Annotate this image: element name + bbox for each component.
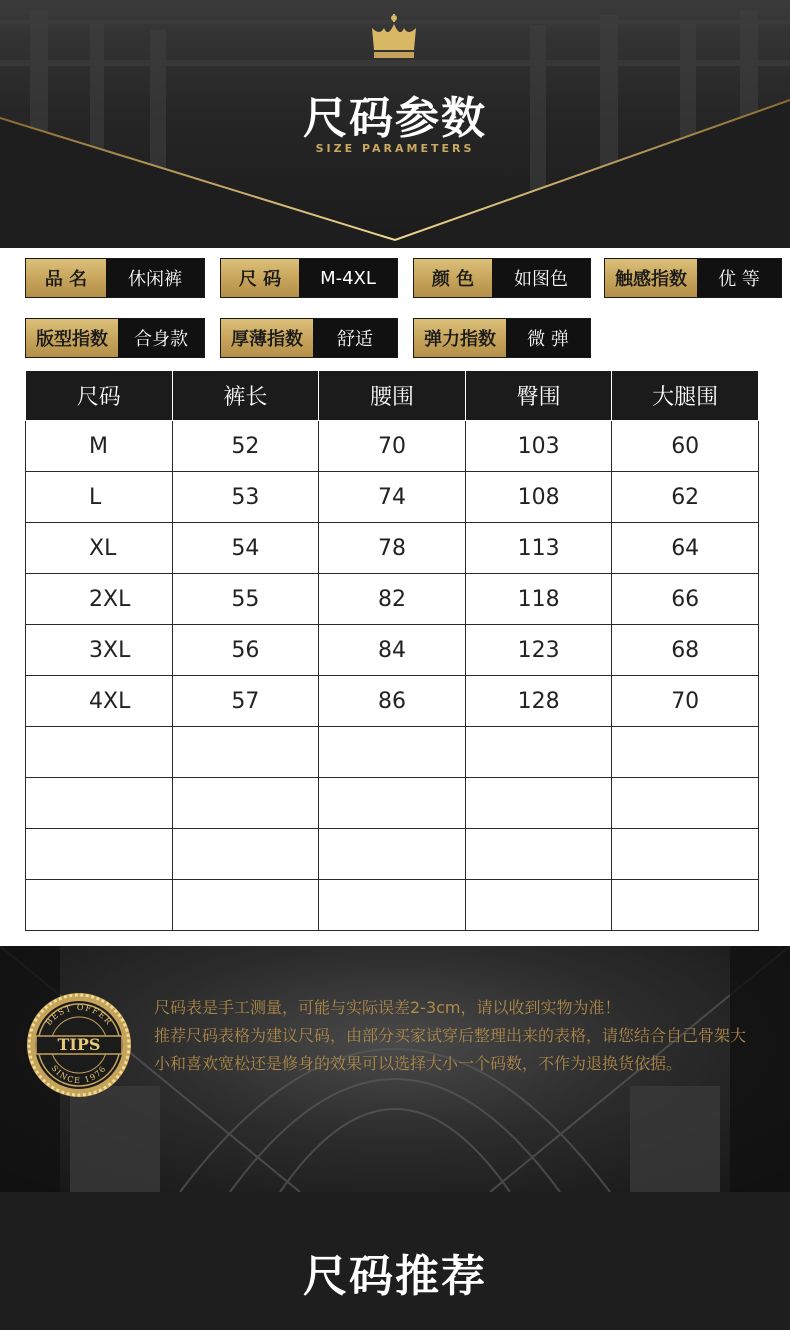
tips-seal-bottom-text: SINCE 1976 (49, 1063, 109, 1086)
attribute-tag-color (413, 258, 591, 298)
attribute-value: 优 等 (697, 259, 781, 297)
column-header-size: 尺码 (26, 371, 173, 421)
table-cell (319, 727, 466, 778)
tips-line-2: 推荐尺码表格为建议尺码，由部分买家试穿后整理出来的表格，请您结合自己骨架大小和喜欢宽松还是修身的效果可以选择大小一个码数，不作为退换货依据。 (154, 1026, 747, 1073)
table-cell (172, 880, 319, 931)
table-cell: 82 (319, 574, 466, 625)
table-cell (612, 778, 759, 829)
table-cell: 128 (465, 676, 612, 727)
table-row (26, 472, 759, 523)
table-cell: 60 (612, 421, 759, 472)
table-cell (319, 778, 466, 829)
table-cell: 53 (172, 472, 319, 523)
column-header-hip: 臀围 (465, 371, 612, 421)
table-cell: 70 (612, 676, 759, 727)
recommendation-section (0, 1192, 790, 1330)
table-cell: 84 (319, 625, 466, 676)
attribute-tag-size (220, 258, 398, 298)
table-cell (26, 778, 173, 829)
table-cell: 57 (172, 676, 319, 727)
table-cell: 56 (172, 625, 319, 676)
attribute-value: 合身款 (118, 319, 204, 357)
size-table (25, 370, 759, 931)
table-cell (465, 778, 612, 829)
tips-section (0, 946, 790, 1192)
table-cell: 54 (172, 523, 319, 574)
table-row (26, 778, 759, 829)
table-cell: 70 (319, 421, 466, 472)
table-cell: 2XL (26, 574, 173, 625)
attribute-tag-fit-index (25, 318, 205, 358)
table-cell: 118 (465, 574, 612, 625)
table-cell (612, 880, 759, 931)
page-title: 尺码参数 (303, 93, 487, 144)
table-cell: 123 (465, 625, 612, 676)
table-cell: 52 (172, 421, 319, 472)
table-cell (465, 829, 612, 880)
table-row (26, 727, 759, 778)
table-cell (319, 880, 466, 931)
attribute-tag-name (25, 258, 205, 298)
table-cell: 108 (465, 472, 612, 523)
column-header-waist: 腰围 (319, 371, 466, 421)
table-cell: 86 (319, 676, 466, 727)
table-cell: 55 (172, 574, 319, 625)
table-row (26, 421, 759, 472)
table-cell (26, 880, 173, 931)
table-cell: 113 (465, 523, 612, 574)
table-row (26, 676, 759, 727)
table-cell (172, 778, 319, 829)
table-row (26, 574, 759, 625)
table-cell (172, 829, 319, 880)
attribute-value: 休闲裤 (106, 259, 204, 297)
attribute-key: 尺 码 (221, 259, 299, 297)
table-cell (172, 727, 319, 778)
table-row (26, 523, 759, 574)
recommendation-title: 尺码推荐 (303, 1251, 487, 1302)
tips-seal-top-text: BEST OFFER (44, 1002, 114, 1028)
table-header-row (26, 371, 759, 421)
table-cell (26, 829, 173, 880)
attribute-key: 版型指数 (26, 319, 118, 357)
page-subtitle: SIZE PARAMETERS (315, 142, 475, 155)
attribute-tag-thickness-index (220, 318, 398, 358)
table-cell: 4XL (26, 676, 173, 727)
tips-text (154, 994, 760, 1078)
table-row (26, 880, 759, 931)
attribute-value: 微 弹 (506, 319, 590, 357)
table-cell: XL (26, 523, 173, 574)
attribute-value: M-4XL (299, 259, 397, 297)
table-cell: M (26, 421, 173, 472)
table-cell (465, 880, 612, 931)
table-cell: 64 (612, 523, 759, 574)
attribute-value: 如图色 (492, 259, 590, 297)
table-cell: 3XL (26, 625, 173, 676)
table-row (26, 829, 759, 880)
tips-line-1: 尺码表是手工测量，可能与实际误差2-3cm，请以收到实物为准！ (154, 998, 621, 1017)
attribute-key: 品 名 (26, 259, 106, 297)
table-cell: L (26, 472, 173, 523)
attribute-tag-elasticity-index (413, 318, 591, 358)
table-cell (319, 829, 466, 880)
crown-icon (368, 12, 420, 64)
attribute-key: 颜 色 (414, 259, 492, 297)
table-cell: 62 (612, 472, 759, 523)
attribute-key: 触感指数 (605, 259, 697, 297)
tips-seal-label: TIPS (57, 1035, 101, 1054)
table-cell: 66 (612, 574, 759, 625)
attribute-key: 厚薄指数 (221, 319, 313, 357)
table-cell: 74 (319, 472, 466, 523)
column-header-length: 裤长 (172, 371, 319, 421)
table-cell (612, 829, 759, 880)
header-banner (0, 0, 790, 248)
column-header-thigh: 大腿围 (612, 371, 759, 421)
attribute-key: 弹力指数 (414, 319, 506, 357)
table-cell (26, 727, 173, 778)
table-row (26, 625, 759, 676)
table-cell: 78 (319, 523, 466, 574)
tips-seal-icon (24, 990, 134, 1100)
table-cell (465, 727, 612, 778)
attribute-value: 舒适 (313, 319, 397, 357)
table-cell: 68 (612, 625, 759, 676)
table-cell (612, 727, 759, 778)
attribute-tag-touch-index (604, 258, 782, 298)
table-cell: 103 (465, 421, 612, 472)
